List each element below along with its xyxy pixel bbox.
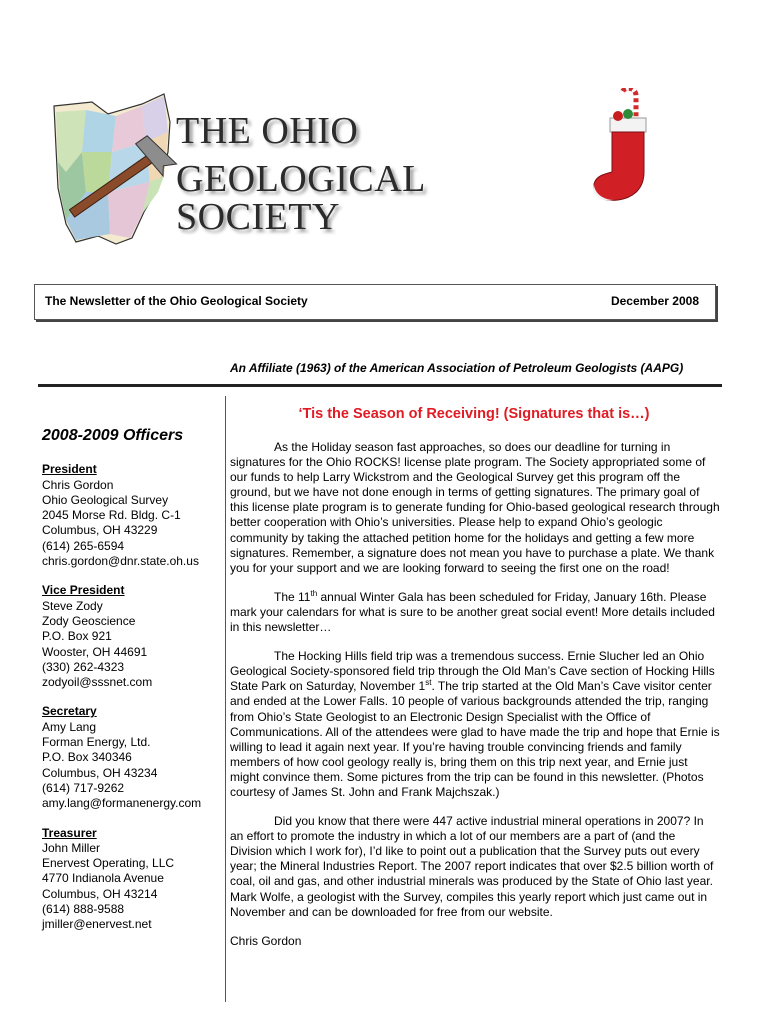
- officer-line: Columbus, OH 43214: [42, 886, 158, 901]
- officer-line: John Miller: [42, 840, 101, 855]
- masthead-title-line2: GEOLOGICAL SOCIETY: [176, 158, 425, 238]
- officer-role: Vice President: [42, 583, 125, 598]
- article-body: [230, 440, 720, 963]
- ohio-map-logo: [46, 92, 186, 252]
- article-paragraph: The Hocking Hills field trip was a tremendous success. Ernie Slucher led an Ohio Geological Society-sponsored field trip through the Old Man’s Cave section of Hocking Hills State Park on Saturday, November 1st. The trip started at the Old Man’s Cave visitor center and ended at the Lower Falls. 10 people of various backgrounds attended the trip, ranging from Ohio’s State Geologist to an Electronic Design Specialist with the Office of Communications. All of the attendees were glad to have made the trip and hope that Ernie is willing to lead it again next year. If you’re having trouble convincing friends and family members of how cool geology really is, bring them on this trip next year, and Ernie just might convince them. Some pictures from the trip can be found in this newsletter. (Photos courtesy of James St. John and Frank Majchszak.): [230, 649, 720, 799]
- officer-line: P.O. Box 340346: [42, 750, 132, 765]
- newsletter-header-box: [34, 284, 716, 320]
- article-title: ‘Tis the Season of Receiving! (Signatures that is…): [298, 406, 650, 422]
- officer-line: (330) 262-4323: [42, 659, 125, 674]
- officer-treasurer: [42, 826, 222, 933]
- officer-email: jmiller@enervest.net: [42, 917, 152, 932]
- affiliate-line: An Affiliate (1963) of the American Association of Petroleum Geologists (AAPG): [230, 361, 684, 375]
- officer-vice-president: [42, 583, 222, 690]
- officer-line: Chris Gordon: [42, 477, 114, 492]
- officer-line: 2045 Morse Rd. Bldg. C-1: [42, 508, 181, 523]
- officer-line: (614) 265-6594: [42, 538, 125, 553]
- officer-role: Secretary: [42, 704, 97, 719]
- article-paragraph: The 11th annual Winter Gala has been scheduled for Friday, January 16th. Please mark your calendars for what is sure to be another great social event! More details included in this newsletter…: [230, 588, 715, 635]
- officer-line: (614) 888-9588: [42, 902, 125, 917]
- officer-email: amy.lang@formanenergy.com: [42, 796, 202, 811]
- officer-line: Steve Zody: [42, 598, 103, 613]
- article-signature: Chris Gordon: [230, 933, 302, 948]
- issue-date: December 2008: [610, 294, 699, 308]
- officer-role: President: [42, 462, 97, 477]
- newsletter-name: The Newsletter of the Ohio Geological Society: [45, 294, 308, 308]
- officer-line: Zody Geoscience: [42, 613, 136, 628]
- horizontal-rule: [38, 384, 722, 387]
- officer-line: Columbus, OH 43229: [42, 523, 158, 538]
- article-paragraph: As the Holiday season fast approaches, so does our deadline for turning in signatures for the Ohio ROCKS! license plate program. The Society appropriated some of our funds to help Larry Wickstrom and the Geological Survey get this program off the ground, but we have not done enough in terms of getting signatures. The primary goal of this license plate program is to generate funding for Ohio-based geological research through better cooperation with Ohio’s universities. Please help to expand Ohio’s geologic community by taking the attached petition home for the holidays and getting a few more signatures. Remember, a signature does not mean you have to purchase a plate. We thank you for your support and we are looking forward to seeing the first one on the road!: [230, 440, 720, 575]
- officer-email: chris.gordon@dnr.state.oh.us: [42, 554, 199, 569]
- officer-president: [42, 462, 222, 569]
- officer-line: Ohio Geological Survey: [42, 492, 169, 507]
- officers-sidebar: [42, 428, 222, 947]
- officer-line: Forman Energy, Ltd.: [42, 735, 151, 750]
- officer-line: P.O. Box 921: [42, 629, 112, 644]
- officer-line: Amy Lang: [42, 719, 97, 734]
- column-divider: [225, 396, 226, 1002]
- officer-secretary: [42, 704, 222, 811]
- officer-line: Enervest Operating, LLC: [42, 856, 175, 871]
- christmas-stocking-icon: [588, 88, 668, 218]
- masthead-title-line1: THE OHIO: [176, 110, 359, 152]
- officer-line: 4770 Indianola Avenue: [42, 871, 164, 886]
- officer-line: Columbus, OH 43234: [42, 765, 158, 780]
- masthead-title: [176, 112, 556, 236]
- officer-line: (614) 717-9262: [42, 780, 125, 795]
- article-paragraph: Did you know that there were 447 active industrial mineral operations in 2007? In an effort to promote the industry in which a lot of our members are a part of (and the Division which I work for), I’d like to point out a publication that the Survey puts out every year; the Mineral Industries Report. The 2007 report indicates that over $2.5 billion worth of coal, oil and gas, and other industrial minerals was produced by the State of Ohio last year. Mark Wolfe, a geologist with the Survey, compiles this yearly report which just came out in November and can be downloaded for free from our website.: [230, 814, 714, 919]
- officer-role: Treasurer: [42, 825, 97, 840]
- officers-title: 2008-2009 Officers: [42, 427, 184, 444]
- officer-email: zodyoil@sssnet.com: [42, 675, 153, 690]
- officer-line: Wooster, OH 44691: [42, 644, 148, 659]
